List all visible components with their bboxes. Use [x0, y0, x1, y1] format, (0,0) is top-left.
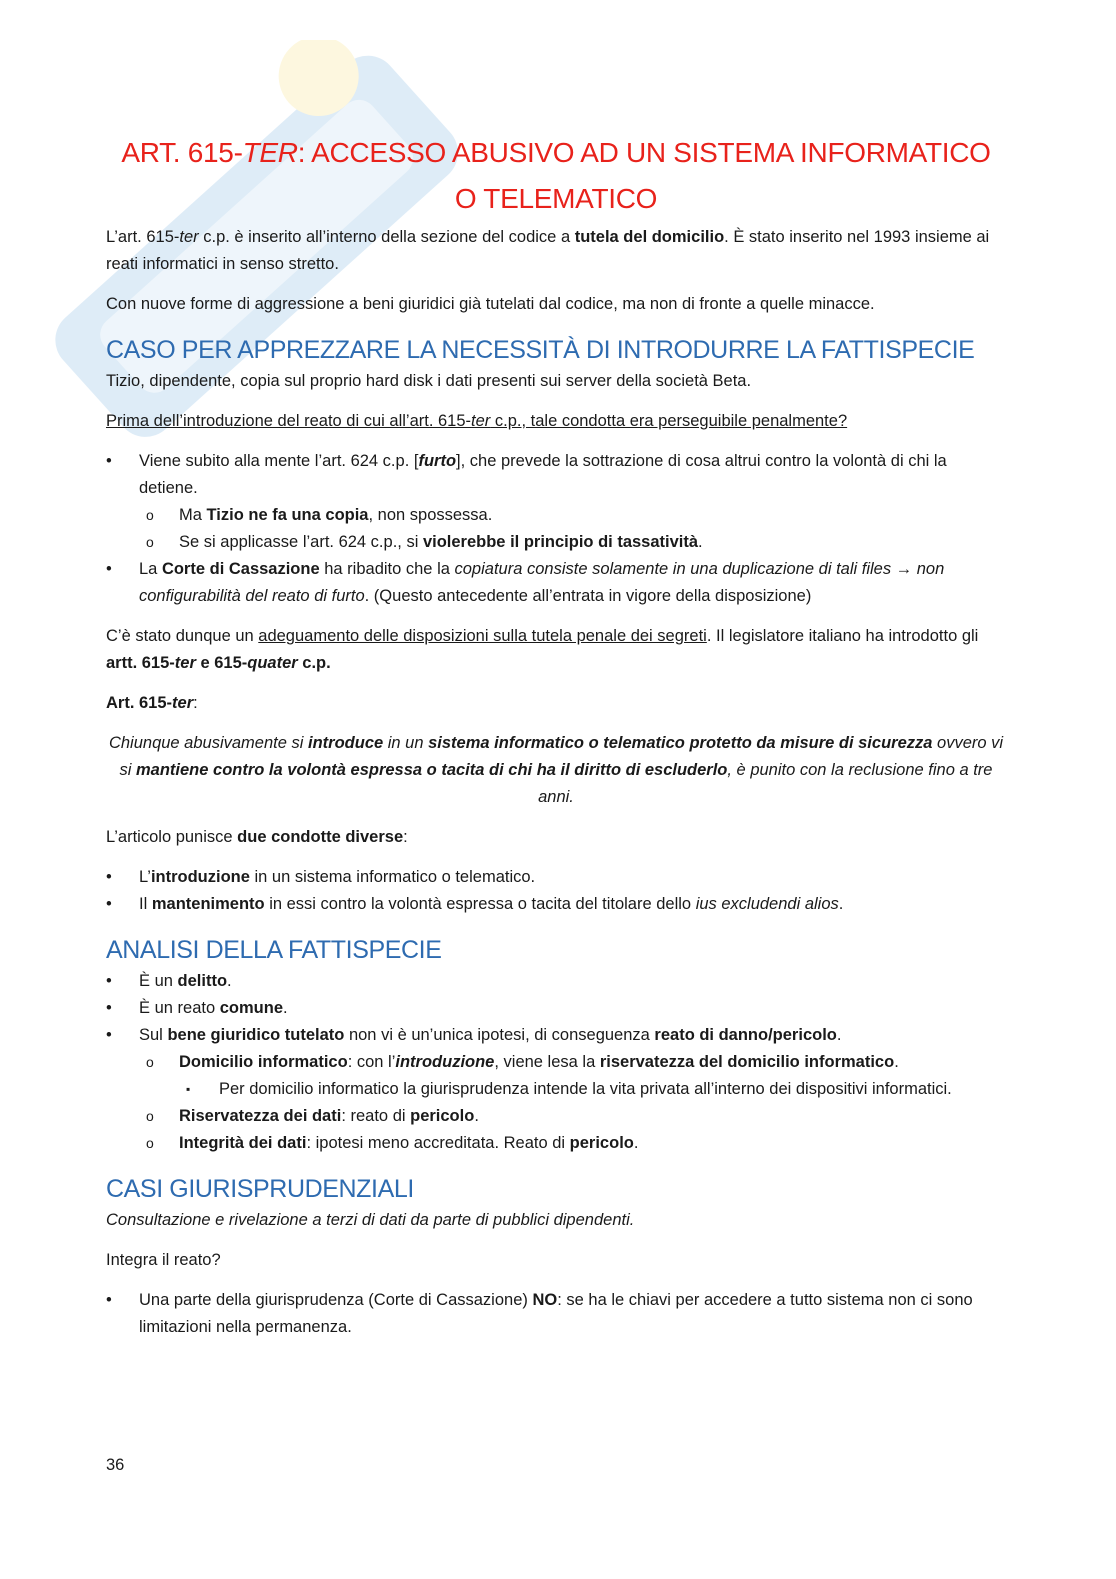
document-page [106, 130, 1006, 1341]
list-item: o Integrità dei dati: ipotesi meno accreditata. Reato di pericolo. [106, 1130, 1006, 1157]
section-heading-caso: CASO PER APPREZZARE LA NECESSITÀ DI INTRODURRE LA FATTISPECIE [106, 336, 975, 364]
list-item: o Domicilio informatico: con l’introduzione, viene lesa la riservatezza del domicilio informatico. [106, 1049, 1006, 1076]
case-question: Prima dell’introduzione del reato di cui all’art. 615-ter c.p., tale condotta era perseguibile penalmente? [106, 412, 848, 430]
case-description: Tizio, dipendente, copia sul proprio hard disk i dati presenti sui server della società Beta. [106, 372, 752, 390]
cases-description: Consultazione e rivelazione a terzi di dati da parte di pubblici dipendenti. [106, 1211, 635, 1229]
adeguamento-paragraph: C’è stato dunque un adeguamento delle disposizioni sulla tutela penale dei segreti. Il legislatore italiano ha introdotto gli artt. 615-ter e 615-quater c.p. [106, 627, 979, 672]
intro-paragraph-2: Con nuove forme di aggressione a beni giuridici già tutelati dal codice, ma non di fronte a quelle minacce. [106, 295, 875, 313]
conduct-list [106, 864, 1006, 918]
cases-list [106, 1287, 1006, 1341]
list-item: • Sul bene giuridico tutelato non vi è un’unica ipotesi, di conseguenza reato di danno/pericolo. [106, 1022, 1006, 1049]
list-item: • È un reato comune. [106, 995, 1006, 1022]
intro-paragraph: L’art. 615-ter c.p. è inserito all’interno della sezione del codice a tutela del domicilio. È stato inserito nel 1993 insieme ai reati informatici in senso stretto. [106, 228, 990, 273]
list-item: o Se si applicasse l’art. 624 c.p., si violerebbe il principio di tassatività. [106, 529, 1006, 556]
conduct-intro: L’articolo punisce due condotte diverse: [106, 828, 408, 846]
list-item: • L’introduzione in un sistema informatico o telematico. [106, 864, 1006, 891]
list-item: o Ma Tizio ne fa una copia, non spossessa. [106, 502, 1006, 529]
cases-question: Integra il reato? [106, 1251, 221, 1269]
list-item: ▪ Per domicilio informatico la giurisprudenza intende la vita privata all’interno dei dispositivi informatici. [106, 1076, 1006, 1103]
list-item: • Una parte della giurisprudenza (Corte di Cassazione) NO: se ha le chiavi per accedere a tutto sistema non ci sono limitazioni nella permanenza. [106, 1287, 1006, 1341]
analysis-list [106, 968, 1006, 1157]
list-item: • Il mantenimento in essi contro la volontà espressa o tacita del titolare dello ius excludendi alios. [106, 891, 1006, 918]
article-label: Art. 615-ter: [106, 694, 198, 712]
page-number: 36 [106, 1456, 125, 1474]
case-list [106, 448, 1006, 610]
list-item: • Viene subito alla mente l’art. 624 c.p. [furto], che prevede la sottrazione di cosa altrui contro la volontà di chi la detiene. [106, 448, 1006, 502]
section-heading-analisi: ANALISI DELLA FATTISPECIE [106, 936, 442, 964]
list-item: • La Corte di Cassazione ha ribadito che la copiatura consiste solamente in una duplicazione di tali files → non configurabilità del reato di furto. (Questo antecedente all’entrata in vigore della disposizione) [106, 556, 1006, 610]
list-item: o Riservatezza dei dati: reato di pericolo. [106, 1103, 1006, 1130]
article-quote: Chiunque abusivamente si introduce in un sistema informatico o telematico protetto da misure di sicurezza ovvero vi si mantiene contro la volontà espressa o tacita di chi ha il diritto di escluderlo, è punito con la reclusione fino a tre anni. [108, 734, 1004, 806]
list-item: • È un delitto. [106, 968, 1006, 995]
page-title: ART. 615-TER: ACCESSO ABUSIVO AD UN SISTEMA INFORMATICO O TELEMATICO [121, 137, 991, 214]
section-heading-casi: CASI GIURISPRUDENZIALI [106, 1175, 414, 1203]
